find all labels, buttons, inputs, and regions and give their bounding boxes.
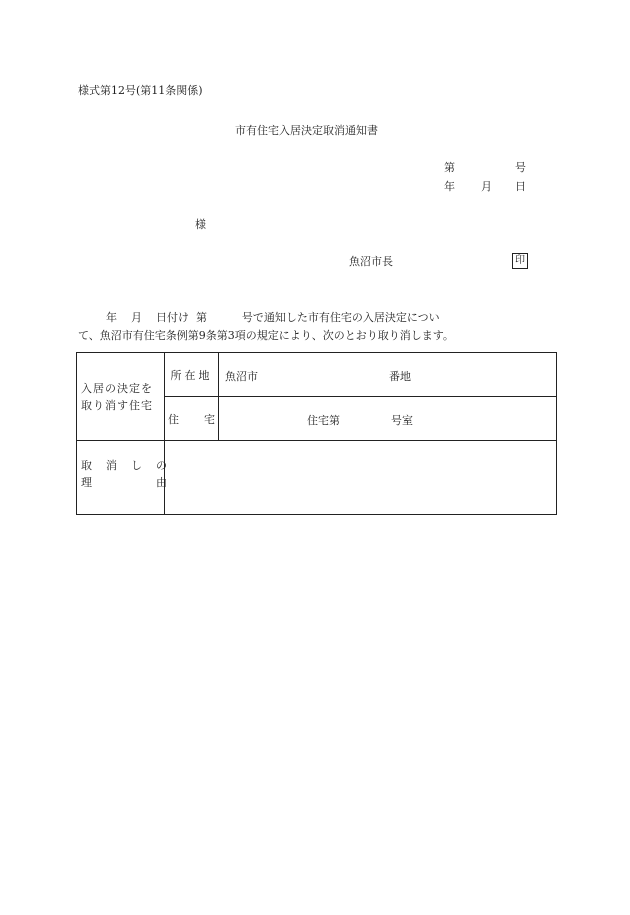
location-label: 所在地 (170, 368, 213, 382)
housing-label-cell (165, 397, 219, 441)
reason-value-cell (165, 441, 557, 515)
reason-label-line-1 (81, 457, 167, 474)
notice-number-dai: 第 (444, 161, 455, 174)
seal-mark: 印 (512, 253, 528, 269)
reason-char: の (156, 459, 167, 472)
housing-value-cell (219, 397, 557, 441)
reason-char: し (131, 459, 142, 472)
cancel-housing-label-2: 取り消す住宅 (81, 398, 153, 412)
reason-char: 由 (156, 476, 167, 489)
date-year: 年 (444, 180, 455, 193)
reason-char: 消 (106, 459, 117, 472)
reason-char: 取 (81, 459, 92, 472)
body-line-1: 年 月 日付け 第 号で通知した市有住宅の入居決定につい (78, 311, 440, 324)
location-value-cell (219, 353, 557, 397)
reason-label-line-2 (81, 474, 167, 491)
housing-label-1: 住 (168, 412, 179, 426)
location-prefix: 魚沼市 (225, 370, 258, 383)
cancellation-table (76, 352, 557, 515)
notice-number-go: 号 (515, 161, 526, 174)
housing-prefix: 住宅第 (307, 414, 340, 427)
sender-name: 魚沼市長 (349, 255, 393, 268)
cancel-housing-header (77, 353, 165, 441)
housing-label-2: 宅 (204, 412, 215, 426)
addressee-honorific: 様 (195, 218, 206, 231)
location-suffix: 番地 (389, 370, 411, 383)
reason-char: 理 (81, 476, 92, 489)
body-paragraph (78, 309, 558, 345)
location-label-cell (165, 353, 219, 397)
reason-header (77, 441, 165, 515)
body-line-2: て、魚沼市有住宅条例第9条第3項の規定により、次のとおり取り消します。 (78, 329, 454, 342)
document-title: 市有住宅入居決定取消通知書 (235, 124, 378, 137)
housing-suffix: 号室 (391, 414, 413, 427)
cancel-housing-label-1: 入居の決定を (81, 381, 153, 395)
date-day: 日 (515, 180, 526, 193)
date-month: 月 (481, 180, 492, 193)
form-number: 様式第12号(第11条関係) (78, 84, 203, 97)
